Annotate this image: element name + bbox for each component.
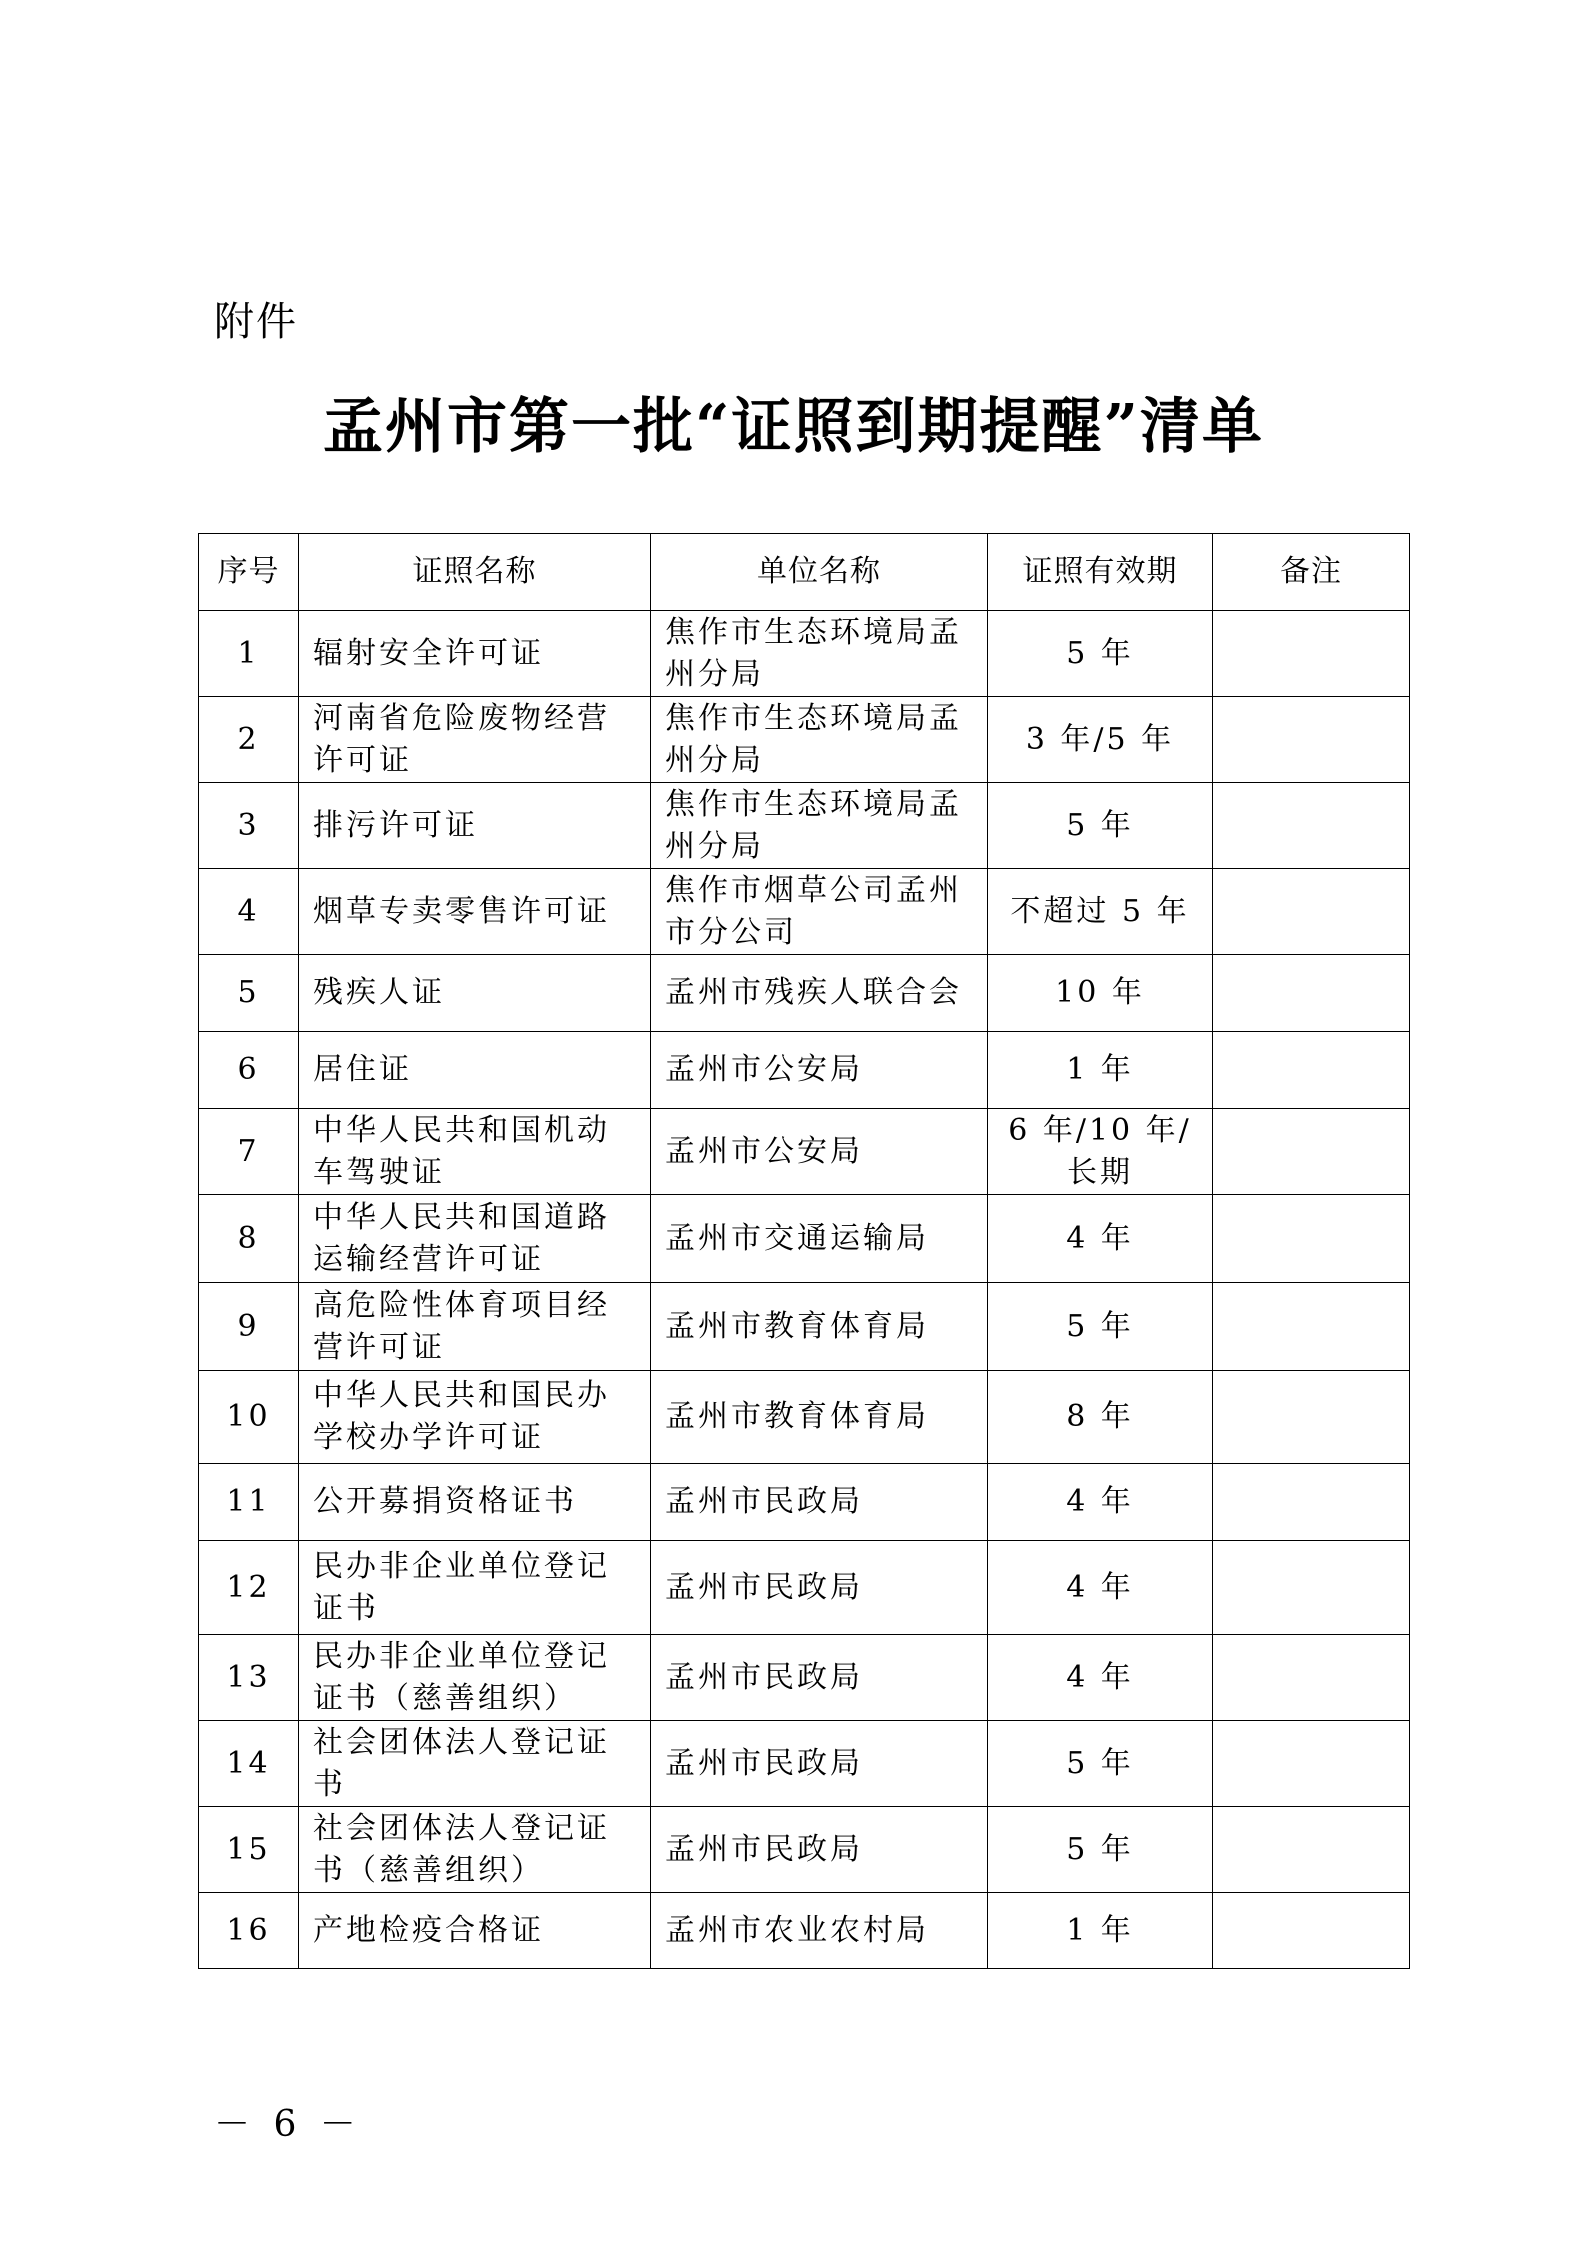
row-cert-name-cell: 中华人民共和国机动车驾驶证 — [299, 1109, 651, 1195]
row-note-cell — [1213, 1464, 1410, 1541]
row-validity-cell: 不超过 5 年 — [988, 869, 1213, 955]
row-no-cell: 10 — [199, 1371, 299, 1464]
table-row — [199, 1893, 1410, 1969]
table-row — [199, 697, 1410, 783]
row-note-cell — [1213, 1721, 1410, 1807]
row-cert-name-cell: 公开募捐资格证书 — [299, 1464, 651, 1541]
row-cert-name-cell: 中华人民共和国道路运输经营许可证 — [299, 1195, 651, 1283]
row-unit-name-cell: 焦作市生态环境局孟州分局 — [651, 611, 988, 697]
row-unit-name-cell: 孟州市民政局 — [651, 1541, 988, 1635]
table-row — [199, 1283, 1410, 1371]
annex-label: 附件 — [214, 299, 298, 345]
row-note-cell — [1213, 1032, 1410, 1109]
row-no-cell: 13 — [199, 1635, 299, 1721]
row-cert-name-cell: 高危险性体育项目经营许可证 — [299, 1283, 651, 1371]
header-no: 序号 — [199, 534, 299, 611]
table-row — [199, 1635, 1410, 1721]
row-unit-name-cell: 焦作市生态环境局孟州分局 — [651, 783, 988, 869]
header-validity: 证照有效期 — [988, 534, 1213, 611]
row-no-cell: 9 — [199, 1283, 299, 1371]
row-cert-name-cell: 中华人民共和国民办学校办学许可证 — [299, 1371, 651, 1464]
table-row — [199, 1541, 1410, 1635]
row-validity-cell: 4 年 — [988, 1464, 1213, 1541]
row-unit-name-cell: 孟州市农业农村局 — [651, 1893, 988, 1969]
row-cert-name-cell: 辐射安全许可证 — [299, 611, 651, 697]
row-cert-name-cell: 河南省危险废物经营许可证 — [299, 697, 651, 783]
row-no-cell: 11 — [199, 1464, 299, 1541]
table-row — [199, 1109, 1410, 1195]
row-validity-cell: 5 年 — [988, 1283, 1213, 1371]
row-no-cell: 14 — [199, 1721, 299, 1807]
row-cert-name-cell: 烟草专卖零售许可证 — [299, 869, 651, 955]
row-no-cell: 2 — [199, 697, 299, 783]
row-validity-cell: 10 年 — [988, 955, 1213, 1032]
row-note-cell — [1213, 611, 1410, 697]
row-validity-cell: 1 年 — [988, 1032, 1213, 1109]
table-row — [199, 783, 1410, 869]
row-validity-cell: 5 年 — [988, 783, 1213, 869]
row-unit-name-cell: 孟州市民政局 — [651, 1464, 988, 1541]
table-row — [199, 1032, 1410, 1109]
row-unit-name-cell: 孟州市民政局 — [651, 1721, 988, 1807]
row-cert-name-cell: 产地检疫合格证 — [299, 1893, 651, 1969]
row-unit-name-cell: 孟州市残疾人联合会 — [651, 955, 988, 1032]
row-validity-cell: 8 年 — [988, 1371, 1213, 1464]
row-cert-name-cell: 居住证 — [299, 1032, 651, 1109]
table-row — [199, 1464, 1410, 1541]
row-note-cell — [1213, 869, 1410, 955]
row-no-cell: 15 — [199, 1807, 299, 1893]
row-cert-name-cell: 社会团体法人登记证书 — [299, 1721, 651, 1807]
row-cert-name-cell: 排污许可证 — [299, 783, 651, 869]
row-no-cell: 5 — [199, 955, 299, 1032]
row-no-cell: 1 — [199, 611, 299, 697]
header-unit-name: 单位名称 — [651, 534, 988, 611]
row-no-cell: 3 — [199, 783, 299, 869]
document-title: 孟州市第一批“证照到期提醒”清单 — [322, 392, 1265, 462]
row-unit-name-cell: 孟州市民政局 — [651, 1807, 988, 1893]
row-unit-name-cell: 孟州市公安局 — [651, 1032, 988, 1109]
table-row — [199, 955, 1410, 1032]
row-no-cell: 8 — [199, 1195, 299, 1283]
row-no-cell: 4 — [199, 869, 299, 955]
row-unit-name-cell: 孟州市交通运输局 — [651, 1195, 988, 1283]
row-note-cell — [1213, 1635, 1410, 1721]
table-row — [199, 611, 1410, 697]
row-cert-name-cell: 民办非企业单位登记证书（慈善组织） — [299, 1635, 651, 1721]
row-no-cell: 7 — [199, 1109, 299, 1195]
row-validity-cell: 6 年/10 年/长期 — [988, 1109, 1213, 1195]
page-number: － 6 － — [214, 2104, 362, 2145]
row-no-cell: 6 — [199, 1032, 299, 1109]
row-note-cell — [1213, 1807, 1410, 1893]
table-row — [199, 1195, 1410, 1283]
table-row — [199, 1807, 1410, 1893]
row-no-cell: 12 — [199, 1541, 299, 1635]
table-row — [199, 1721, 1410, 1807]
row-unit-name-cell: 焦作市生态环境局孟州分局 — [651, 697, 988, 783]
row-validity-cell: 1 年 — [988, 1893, 1213, 1969]
row-note-cell — [1213, 697, 1410, 783]
row-note-cell — [1213, 1371, 1410, 1464]
row-unit-name-cell: 焦作市烟草公司孟州市分公司 — [651, 869, 988, 955]
row-validity-cell: 4 年 — [988, 1635, 1213, 1721]
row-note-cell — [1213, 1195, 1410, 1283]
header-note: 备注 — [1213, 534, 1410, 611]
table-row — [199, 869, 1410, 955]
row-cert-name-cell: 社会团体法人登记证书（慈善组织） — [299, 1807, 651, 1893]
row-note-cell — [1213, 1283, 1410, 1371]
table-row — [199, 1371, 1410, 1464]
row-cert-name-cell: 民办非企业单位登记证书 — [299, 1541, 651, 1635]
row-validity-cell: 5 年 — [988, 611, 1213, 697]
row-note-cell — [1213, 783, 1410, 869]
certificate-expiry-table — [198, 533, 1410, 1969]
row-validity-cell: 3 年/5 年 — [988, 697, 1213, 783]
table-header-row — [199, 534, 1410, 611]
row-note-cell — [1213, 1893, 1410, 1969]
row-cert-name-cell: 残疾人证 — [299, 955, 651, 1032]
table-body — [199, 611, 1410, 1969]
row-unit-name-cell: 孟州市教育体育局 — [651, 1371, 988, 1464]
row-note-cell — [1213, 1109, 1410, 1195]
row-validity-cell: 4 年 — [988, 1541, 1213, 1635]
row-note-cell — [1213, 1541, 1410, 1635]
header-cert-name: 证照名称 — [299, 534, 651, 611]
row-validity-cell: 5 年 — [988, 1807, 1213, 1893]
row-unit-name-cell: 孟州市教育体育局 — [651, 1283, 988, 1371]
row-validity-cell: 4 年 — [988, 1195, 1213, 1283]
row-no-cell: 16 — [199, 1893, 299, 1969]
row-validity-cell: 5 年 — [988, 1721, 1213, 1807]
row-unit-name-cell: 孟州市公安局 — [651, 1109, 988, 1195]
row-note-cell — [1213, 955, 1410, 1032]
row-unit-name-cell: 孟州市民政局 — [651, 1635, 988, 1721]
